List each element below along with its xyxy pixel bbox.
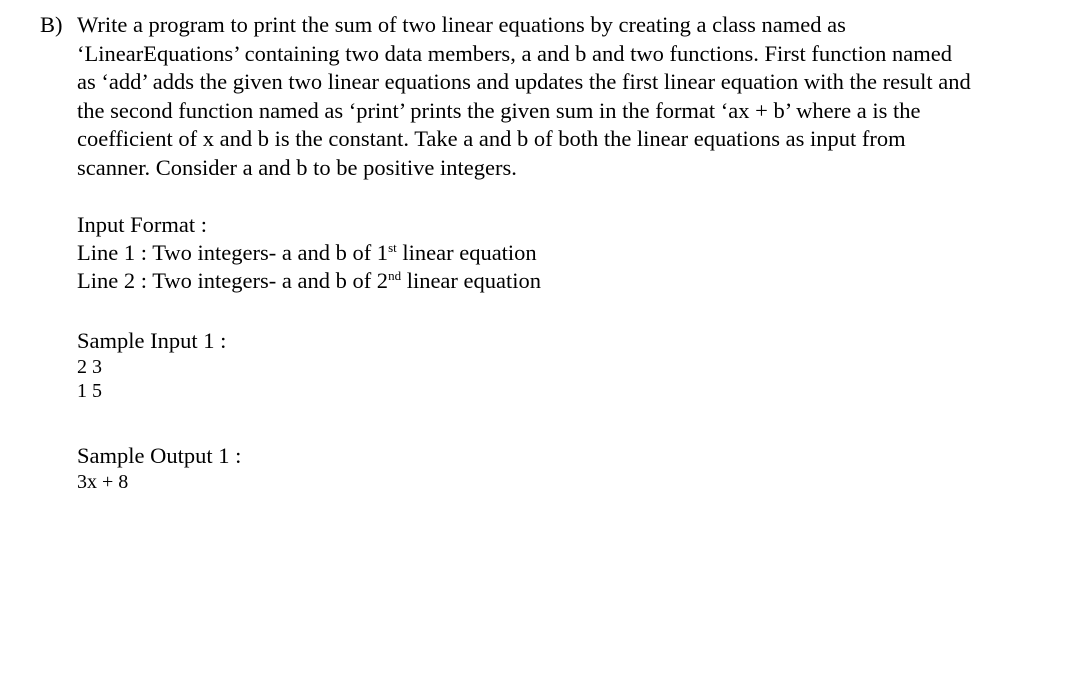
- sample-output-line: 3x + 8: [77, 471, 129, 493]
- input-format-line-2-sup: nd: [388, 268, 402, 283]
- sample-input-line: 2 3: [77, 356, 102, 378]
- input-format-heading: Input Format :: [77, 212, 207, 237]
- input-format-line-2-prefix: Line 2 : Two integers- a and b of 2: [77, 268, 389, 293]
- sample-input-section: [77, 327, 226, 403]
- sample-output-section: [77, 442, 241, 494]
- question-line: the second function named as ‘print’ prints the given sum in the format ‘ax + b’ where a is the: [77, 97, 921, 123]
- question-line: coefficient of x and b is the constant. Take a and b of both the linear equations as input from: [77, 126, 906, 151]
- question-statement: [40, 11, 1070, 182]
- question-line: as ‘add’ adds the given two linear equations and updates the first linear equation with the result and: [77, 69, 971, 94]
- question-line: scanner. Consider a and b to be positive integers.: [77, 154, 517, 180]
- input-format-line-1: [77, 239, 541, 267]
- input-format-line-1-sup: st: [388, 240, 397, 255]
- question-line: Write a program to print the sum of two linear equations by creating a class named as: [77, 12, 846, 37]
- question-text: [77, 11, 1070, 182]
- sample-output-heading: Sample Output 1 :: [77, 443, 242, 468]
- question-label: B): [40, 12, 63, 37]
- input-format-line-1-prefix: Line 1 : Two integers- a and b of 1: [77, 240, 389, 265]
- input-format-line-1-suffix: linear equation: [396, 240, 537, 265]
- sample-input-line: 1 5: [77, 380, 102, 402]
- question-header: [40, 11, 1070, 182]
- input-format-line-2-suffix: linear equation: [401, 268, 542, 293]
- question-line: ‘LinearEquations’ containing two data members, a and b and two functions. First function named: [77, 40, 952, 66]
- input-format-line-2: [77, 267, 541, 295]
- input-format-section: [77, 211, 541, 295]
- sample-input-heading: Sample Input 1 :: [77, 328, 227, 353]
